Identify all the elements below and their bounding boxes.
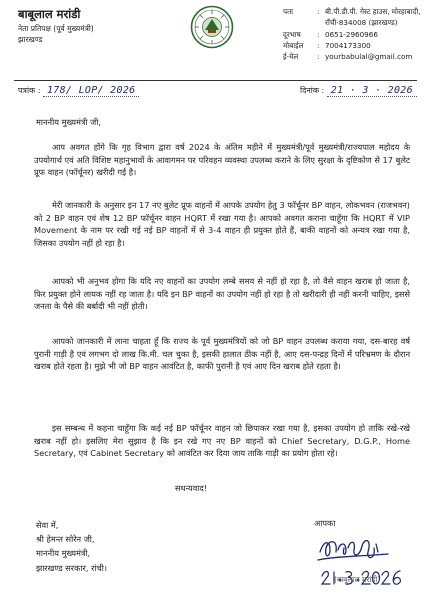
contact-key: दूरभाष bbox=[283, 29, 301, 39]
contact-key: ई-मेल bbox=[283, 52, 299, 62]
paragraph: मेरी जानकारी के अनुसार इन 17 नए बुलेट प्रूफ वाहनों में आपके उपयोग हेतु 3 फॉर्चूनर BP वाहन, लोकभवन (राजभवन) को 2 BP वाहन एवं शेष 12 BP फॉर्चूनर वाहन HQRT में रखा गया है। आपको अवगत कराना चाहूँगा कि HQRT में VIP Movement के नाम पर रखी गई नई BP वाहनों में से 3-4 वाहन ही प्रयुक्त होते हैं, बाकी वाहनों को अन्यत्र रखा गया है, जिसका उपयोग नहीं हो रहा है। bbox=[34, 200, 410, 249]
sender-name: बाबूलाल मरांडी bbox=[18, 7, 81, 21]
recipient-line: श्री हेमन्त सोरेन जी, bbox=[36, 534, 95, 545]
contact-row: मोबाईल : 7004173300 bbox=[283, 40, 423, 51]
contact-value: बी.पी.डी.पी. गेस्ट हाउस, मोरहाबादी, bbox=[325, 7, 421, 16]
closing-line: आपका bbox=[314, 518, 336, 528]
reference-number: पत्रांक : 178/ LOP/ 2026 bbox=[18, 85, 139, 97]
header-divider bbox=[14, 80, 417, 81]
recipient-line: झारखण्ड सरकार, रांची। bbox=[36, 562, 107, 573]
date-value: 21 · 3 · 2026 bbox=[327, 85, 417, 97]
contact-row: पता : बी.पी.डी.पी. गेस्ट हाउस, मोरहाबादी, bbox=[283, 6, 423, 17]
contact-key bbox=[283, 17, 317, 28]
patrank-value: 178/ LOP/ 2026 bbox=[43, 85, 140, 97]
contact-row bbox=[283, 17, 423, 28]
sender-designation: नेता प्रतिपक्ष (पूर्व मुख्यमंत्री) bbox=[18, 24, 94, 33]
letter-date: दिनांक : 21 · 3 · 2026 bbox=[300, 85, 417, 97]
contact-key: मोबाईल bbox=[283, 40, 304, 50]
paragraph: आपको जानकारी में लाना चाहता हूँ कि राज्य के पूर्व मुख्यमंत्रियों को जो BP वाहन उपलब्ध कराया गया, दस-बारह वर्ष पुरानी गाड़ी है एवं लगभग दो लाख कि.मी. चल चुका है, इसकी हालात ठीक नहीं है, आए दस-पन्द्रह दिनों में परिभ्रमण के दौरान खराब होते रहता है। मुझे भी जो BP वाहन आवंटित है, काफी पुरानी है एवं आए दिन खराब होते रहता है। bbox=[34, 336, 410, 372]
sender-state: झारखण्ड bbox=[18, 35, 43, 44]
thanks-line: सधन्यवाद! bbox=[175, 483, 208, 493]
contact-row: ई-मेल : yourbabulal@gmail.com bbox=[283, 51, 423, 62]
contact-row: दूरभाष : 0651-2960966 bbox=[283, 29, 423, 40]
salutation: माननीय मुख्यमंत्री जी, bbox=[36, 117, 101, 127]
contact-value: 7004173300 bbox=[325, 40, 371, 50]
paragraph: इस सम्बन्ध में कहना चाहूँगा कि कई नई BP फॉर्चूनर वाहन जो छिपाकर रखा गया है, इसका उपयोग हो ताकि रखे-रखे खराब नहीं हो। इसलिए मेरा सुझाव है कि इन रखे गए नए BP वाहनों को Chief Secretary, D.G.P., Home Secretary, एवं Cabinet Secretary को आवंटित कर दिया जाय ताकि गाड़ी का प्रयोग होता रहे। bbox=[34, 423, 410, 459]
letterhead-contact bbox=[283, 6, 423, 62]
paragraph: आपको भी अनुभव होगा कि यदि नए वाहनों का उपयोग लम्बे समय से नहीं हो रहा है, तो वैसे वाहन खराब हो जाता है, फिर प्रयुक्त होने लायक नहीं रह जाता है। यदि इन BP वाहनों का उपयोग नहीं हो रहा है तो खरीदारी ही नहीं करनी चाहिए, इससे जनता के पैसे की बर्बादी भी नहीं होती। bbox=[34, 276, 411, 312]
patrank-label: पत्रांक bbox=[18, 86, 36, 95]
letterhead-left bbox=[18, 7, 148, 45]
paragraph: आप अवगत होंगे कि गृह विभाग द्वारा वर्ष 2024 के अंतिम महीने में मुख्यमंत्री/पूर्व मुख्यमंत्री/राज्यपाल महोदय के उपयोगार्थ एवं अति विशिष्ट महानुभावों के आवागमन पर परिवहन व्यवस्था उपलब्ध कराने के लिए सुरक्षा के दृष्टिकोण से 17 बुलेट प्रूफ वाहन (फॉर्चूनर) खरीदी गई है। bbox=[34, 142, 410, 178]
contact-value: राँची-834008 (झारखण्ड) bbox=[325, 18, 398, 28]
contact-key: पता bbox=[283, 7, 294, 16]
recipient-line: सेवा में, bbox=[36, 520, 59, 530]
contact-value: 0651-2960966 bbox=[325, 29, 378, 39]
state-emblem-icon bbox=[190, 5, 234, 49]
date-label: दिनांक bbox=[300, 86, 319, 95]
recipient-line: माननीय मुख्यमंत्री, bbox=[36, 548, 91, 559]
recipient-block bbox=[36, 518, 107, 575]
signatory-name: (बाबूलाल मरांडी) bbox=[334, 575, 381, 584]
email-value: yourbabulal@gmail.com bbox=[325, 52, 413, 62]
handwritten-signature bbox=[316, 530, 408, 596]
